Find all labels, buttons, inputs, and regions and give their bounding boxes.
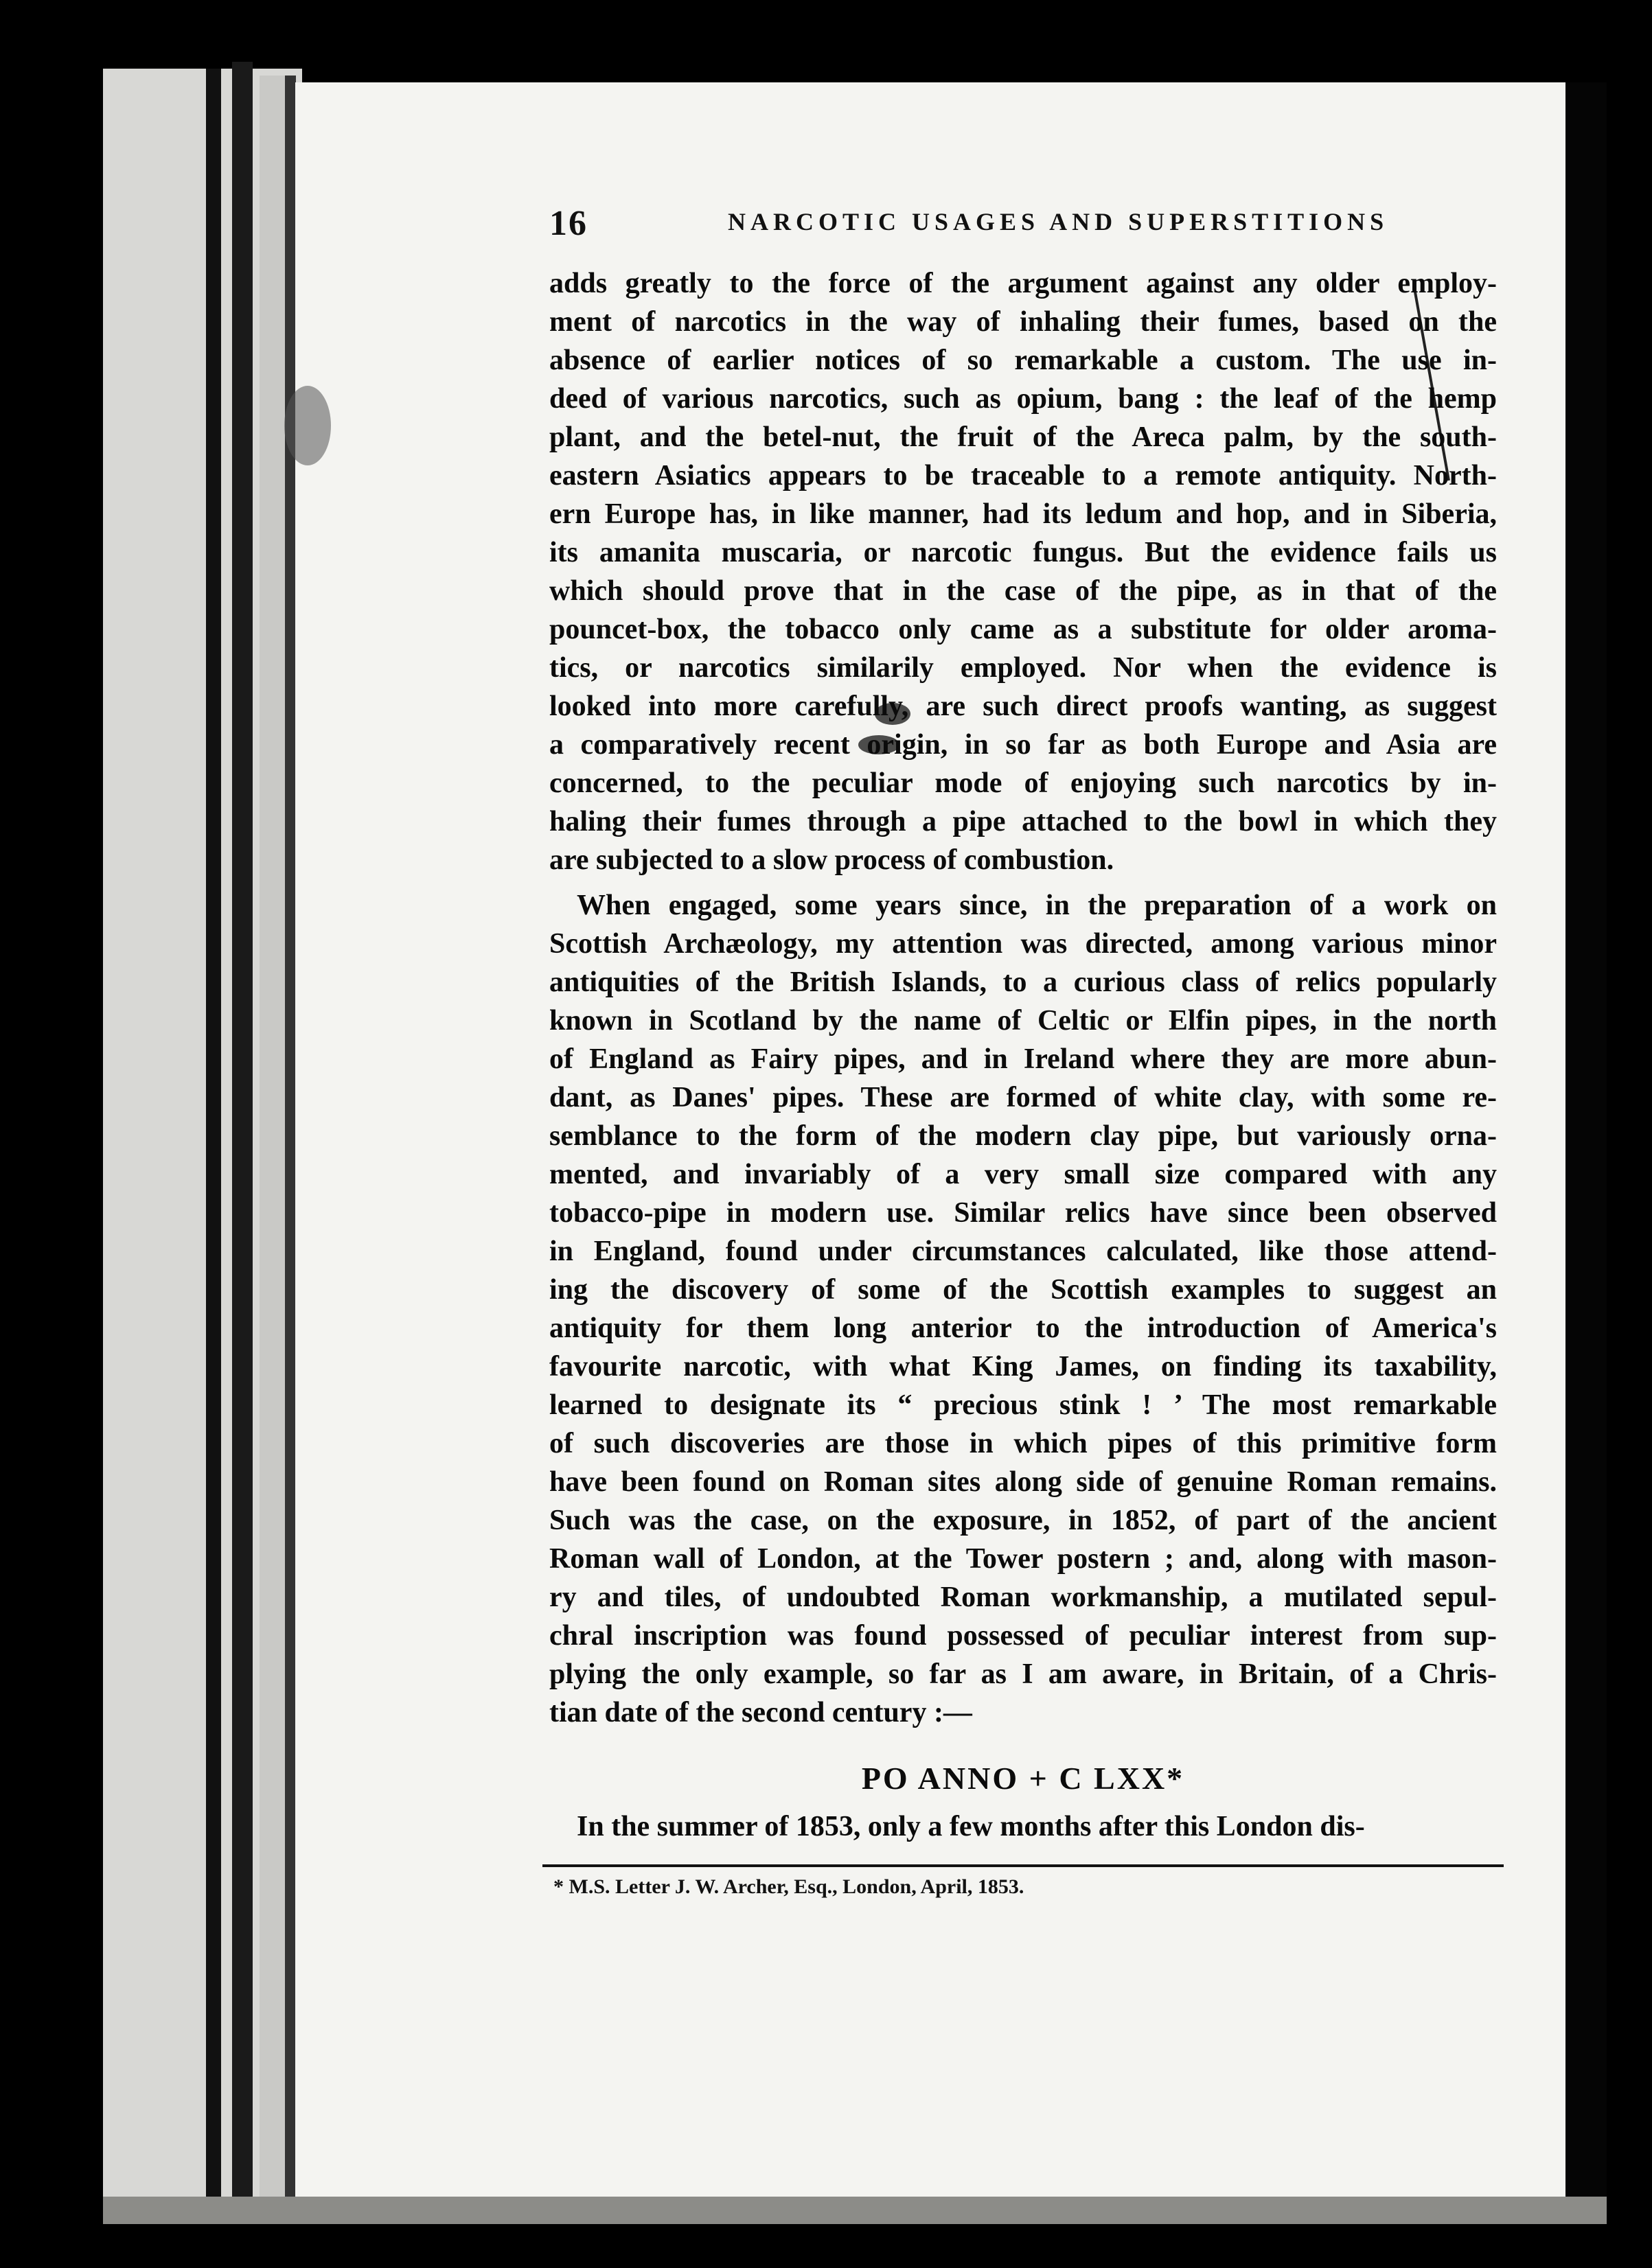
text-line: chral inscription was found possessed of peculiar interest from sup-: [549, 1620, 1497, 1652]
text-line: haling their fumes through a pipe attached to the bowl in which they: [549, 806, 1497, 837]
text-line: adds greatly to the force of the argument against any older employ-: [549, 268, 1497, 299]
text-line: When engaged, some years since, in the preparation of a work on: [577, 890, 1497, 921]
text-line: its amanita muscaria, or narcotic fungus. But the evidence fails us: [549, 537, 1497, 568]
text-line: tobacco-pipe in modern use. Similar relics have since been observed: [549, 1197, 1497, 1229]
text-line: of such discoveries are those in which pipes of this primitive form: [549, 1428, 1497, 1459]
text-line: tian date of the second century :—: [549, 1697, 972, 1728]
text-line: Such was the case, on the exposure, in 1852, of part of the ancient: [549, 1505, 1497, 1536]
text-line: pouncet-box, the tobacco only came as a substitute for older aroma-: [549, 614, 1497, 645]
text-line: which should prove that in the case of the pipe, as in that of the: [549, 575, 1497, 607]
running-title: NARCOTIC USAGES AND SUPERSTITIONS: [728, 208, 1389, 235]
text-line: In the summer of 1853, only a few months after this London dis-: [577, 1811, 1365, 1842]
text-line: ing the discovery of some of the Scottish examples to suggest an: [549, 1274, 1497, 1306]
text-line: dant, as Danes' pipes. These are formed of white clay, with some re-: [549, 1082, 1497, 1113]
text-line: tics, or narcotics similarily employed. Nor when the evidence is: [549, 652, 1497, 684]
text-line: plant, and the betel-nut, the fruit of the Areca palm, by the south-: [549, 421, 1497, 453]
text-line: ment of narcotics in the way of inhaling their fumes, based on the: [549, 306, 1497, 338]
text-line: mented, and invariably of a very small size compared with any: [549, 1159, 1497, 1190]
text-line: eastern Asiatics appears to be traceable to a remote antiquity. North-: [549, 460, 1497, 491]
text-line: concerned, to the peculiar mode of enjoying such narcotics by in-: [549, 767, 1497, 799]
text-line: absence of earlier notices of so remarkable a custom. The use in-: [549, 345, 1497, 376]
text-line: known in Scotland by the name of Celtic or Elfin pipes, in the north: [549, 1005, 1497, 1037]
text-line: looked into more carefully, are such direct proofs wanting, as suggest: [549, 691, 1497, 722]
text-line: a comparatively recent origin, in so far as both Europe and Asia are: [549, 729, 1497, 761]
footnote-rule: [542, 1864, 1504, 1867]
text-line: Roman wall of London, at the Tower postern ; and, along with mason-: [549, 1543, 1497, 1575]
text-line: deed of various narcotics, such as opium, bang : the leaf of the hemp: [549, 383, 1497, 415]
text-line: have been found on Roman sites along side of genuine Roman remains.: [549, 1466, 1497, 1498]
running-header: [549, 203, 1497, 244]
text-line: ern Europe has, in like manner, had its ledum and hop, and in Siberia,: [549, 498, 1497, 530]
text-line: ry and tiles, of undoubted Roman workmanship, a mutilated sepul-: [549, 1582, 1497, 1613]
text-line: semblance to the form of the modern clay pipe, but variously orna-: [549, 1120, 1497, 1152]
inscription: PO ANNO + C LXX*: [861, 1761, 1185, 1796]
text-line: Scottish Archæology, my attention was directed, among various minor: [549, 928, 1497, 960]
text-line: of England as Fairy pipes, and in Ireland where they are more abun-: [549, 1043, 1497, 1075]
text-line: are subjected to a slow process of combustion.: [549, 844, 1114, 876]
text-line: plying the only example, so far as I am aware, in Britain, of a Chris-: [549, 1658, 1497, 1690]
page-number: 16: [549, 204, 588, 243]
text-line: antiquities of the British Islands, to a curious class of relics popularly: [549, 967, 1497, 998]
text-line: antiquity for them long anterior to the introduction of America's: [549, 1312, 1497, 1344]
footnote: * M.S. Letter J. W. Archer, Esq., London, April, 1853.: [553, 1875, 1024, 1898]
text-line: favourite narcotic, with what King James, on finding its taxability,: [549, 1351, 1497, 1382]
text-line: in England, found under circumstances calculated, like those attend-: [549, 1236, 1497, 1267]
text-line: learned to designate its “ precious stink ! ’ The most remarkable: [549, 1389, 1497, 1421]
